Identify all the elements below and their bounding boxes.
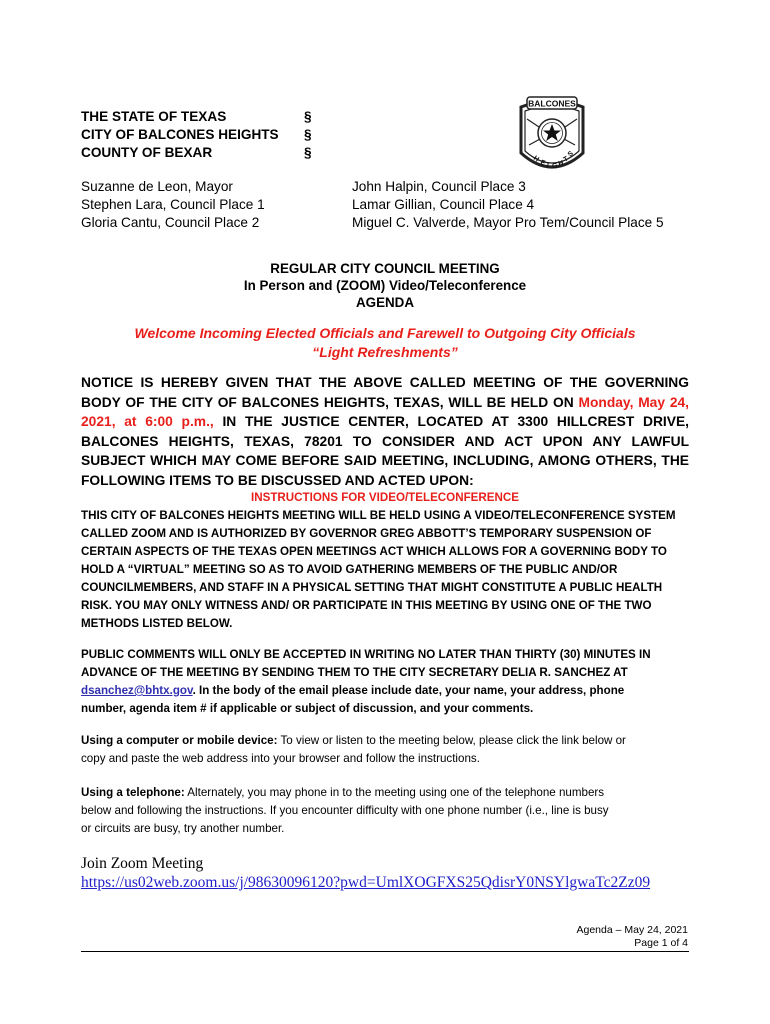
instruction-line: THIS CITY OF BALCONES HEIGHTS MEETING WILL BE HELD USING A VIDEO/TELECONFERENCE SYSTEM: [81, 509, 676, 522]
jurisdiction-block: [81, 108, 279, 162]
city-seal-logo: [513, 93, 591, 181]
comments-line: ADVANCE OF THE MEETING BY SENDING THEM TO THE CITY SECRETARY DELIA R. SANCHEZ AT: [81, 666, 628, 679]
phone-text: Alternately, you may phone in to the meeting using one of the telephone numbers: [184, 786, 605, 799]
computer-text: To view or listen to the meeting below, please click the link below or: [277, 734, 626, 747]
zoom-meeting-link[interactable]: https://us02web.zoom.us/j/98630096120?pwd=UmlXOGFXS25QdisrY0NSYlgwaTc2Zz09: [81, 874, 651, 891]
comments-line: number, agenda item # if applicable or subject of discussion, and your comments.: [81, 702, 534, 715]
instruction-line: CALLED ZOOM AND IS AUTHORIZED BY GOVERNOR GREG ABBOTT’S TEMPORARY SUSPENSION OF: [81, 527, 652, 540]
instructions-title: INSTRUCTIONS FOR VIDEO/TELECONFERENCE: [251, 491, 519, 504]
city-line: CITY OF BALCONES HEIGHTS: [81, 127, 279, 142]
refreshments-text: “Light Refreshments”: [312, 344, 458, 360]
notice-paragraph: [81, 373, 689, 491]
instructions-title-row: [0, 489, 770, 507]
meeting-title-block: [0, 260, 770, 311]
zoom-label: Join Zoom Meeting: [81, 855, 204, 872]
phone-label: Using a telephone:: [81, 786, 185, 799]
council-member: John Halpin, Council Place 3: [352, 179, 526, 194]
notice-text-rest: IN THE JUSTICE CENTER, LOCATED AT 3300 HILLCREST DRIVE, BALCONES HEIGHTS, TEXAS, 78201 TO CONSIDER AND ACT UPON ANY LAWFUL SUBJECT WHICH MAY COME BEFORE SAID MEETING, INCLUDING, AMONG OTHERS, THE FOLLOWING ITEMS TO BE DISCUSSED AND ACTED UPON:: [81, 414, 689, 488]
meeting-subtitle: In Person and (ZOOM) Video/Teleconference: [243, 278, 527, 293]
section-mark: §: [304, 127, 312, 142]
svg-text:BALCONES: BALCONES: [528, 98, 576, 109]
council-member: Miguel C. Valverde, Mayor Pro Tem/Council Place 5: [352, 215, 664, 230]
section-mark: §: [304, 145, 312, 160]
section-mark: §: [304, 109, 312, 124]
county-line: COUNTY OF BEXAR: [81, 145, 213, 160]
state-line: THE STATE OF TEXAS: [81, 109, 227, 124]
computer-text-2: copy and paste the web address into your browser and follow the instructions.: [81, 752, 480, 765]
comments-email-after: . In the body of the email please include date, your name, your address, phone: [192, 684, 625, 697]
council-member: Stephen Lara, Council Place 1: [81, 197, 265, 212]
section-marks: [304, 108, 312, 162]
computer-instructions: [81, 732, 626, 768]
welcome-text: Welcome Incoming Elected Officials and Farewell to Outgoing City Officials: [134, 325, 636, 341]
welcome-block: [0, 324, 770, 362]
meeting-title: REGULAR CITY COUNCIL MEETING: [270, 261, 500, 276]
svg-text:G: G: [552, 163, 558, 170]
council-member: Gloria Cantu, Council Place 2: [81, 215, 260, 230]
notice-text: NOTICE IS HEREBY GIVEN THAT THE ABOVE CALLED MEETING OF THE GOVERNING BODY OF THE CITY OF BALCONES HEIGHTS, TEXAS, WILL BE HELD ON: [81, 375, 689, 410]
instruction-line: HOLD A “VIRTUAL” MEETING SO AS TO AVOID GATHERING MEMBERS OF THE PUBLIC AND/OR: [81, 563, 618, 576]
computer-label: Using a computer or mobile device:: [81, 734, 278, 747]
page-footer: [576, 924, 688, 950]
svg-text:S: S: [566, 150, 575, 159]
council-right: [352, 178, 664, 232]
instruction-line: RISK. YOU MAY ONLY WITNESS AND/ OR PARTICIPATE IN THIS MEETING BY USING ONE OF THE TWO: [81, 599, 652, 612]
agenda-heading: AGENDA: [355, 295, 415, 310]
comments-line: PUBLIC COMMENTS WILL ONLY BE ACCEPTED IN WRITING NO LATER THAN THIRTY (30) MINUTES IN: [81, 648, 651, 661]
svg-text:T: T: [562, 155, 570, 164]
instruction-line: METHODS LISTED BELOW.: [81, 617, 233, 630]
svg-text:H: H: [557, 159, 565, 168]
comments-email-line: [81, 682, 651, 700]
footer-rule: [81, 951, 689, 952]
council-left: [81, 178, 265, 232]
phone-text-2: below and following the instructions. If you encounter difficulty with one phone number (i.e., line is busy: [81, 804, 609, 817]
footer-agenda-date: Agenda – May 24, 2021: [576, 924, 688, 936]
secretary-email-link[interactable]: dsanchez@bhtx.gov: [81, 684, 193, 697]
meeting-date-time: Monday, May 24, 2021, at 6:00 p.m.,: [81, 394, 689, 430]
instructions-body: [81, 507, 676, 633]
instruction-line: COUNCILMEMBERS, AND STAFF IN A PHYSICAL SETTING THAT MIGHT CONSTITUTE A PUBLIC HEALTH: [81, 581, 663, 594]
public-comments-block: [81, 646, 651, 718]
council-member: Suzanne de Leon, Mayor: [81, 179, 233, 194]
zoom-block: [81, 854, 650, 892]
instruction-line: CERTAIN ASPECTS OF THE TEXAS OPEN MEETINGS ACT WHICH ALLOWS FOR A GOVERNING BODY TO: [81, 545, 667, 558]
phone-instructions: [81, 784, 609, 838]
footer-page-number: Page 1 of 4: [634, 937, 688, 949]
council-member: Lamar Gillian, Council Place 4: [352, 197, 535, 212]
svg-text:I: I: [547, 162, 549, 169]
phone-text-3: or circuits are busy, try another number.: [81, 822, 285, 835]
svg-text:E: E: [539, 159, 547, 168]
svg-text:H: H: [531, 154, 541, 164]
